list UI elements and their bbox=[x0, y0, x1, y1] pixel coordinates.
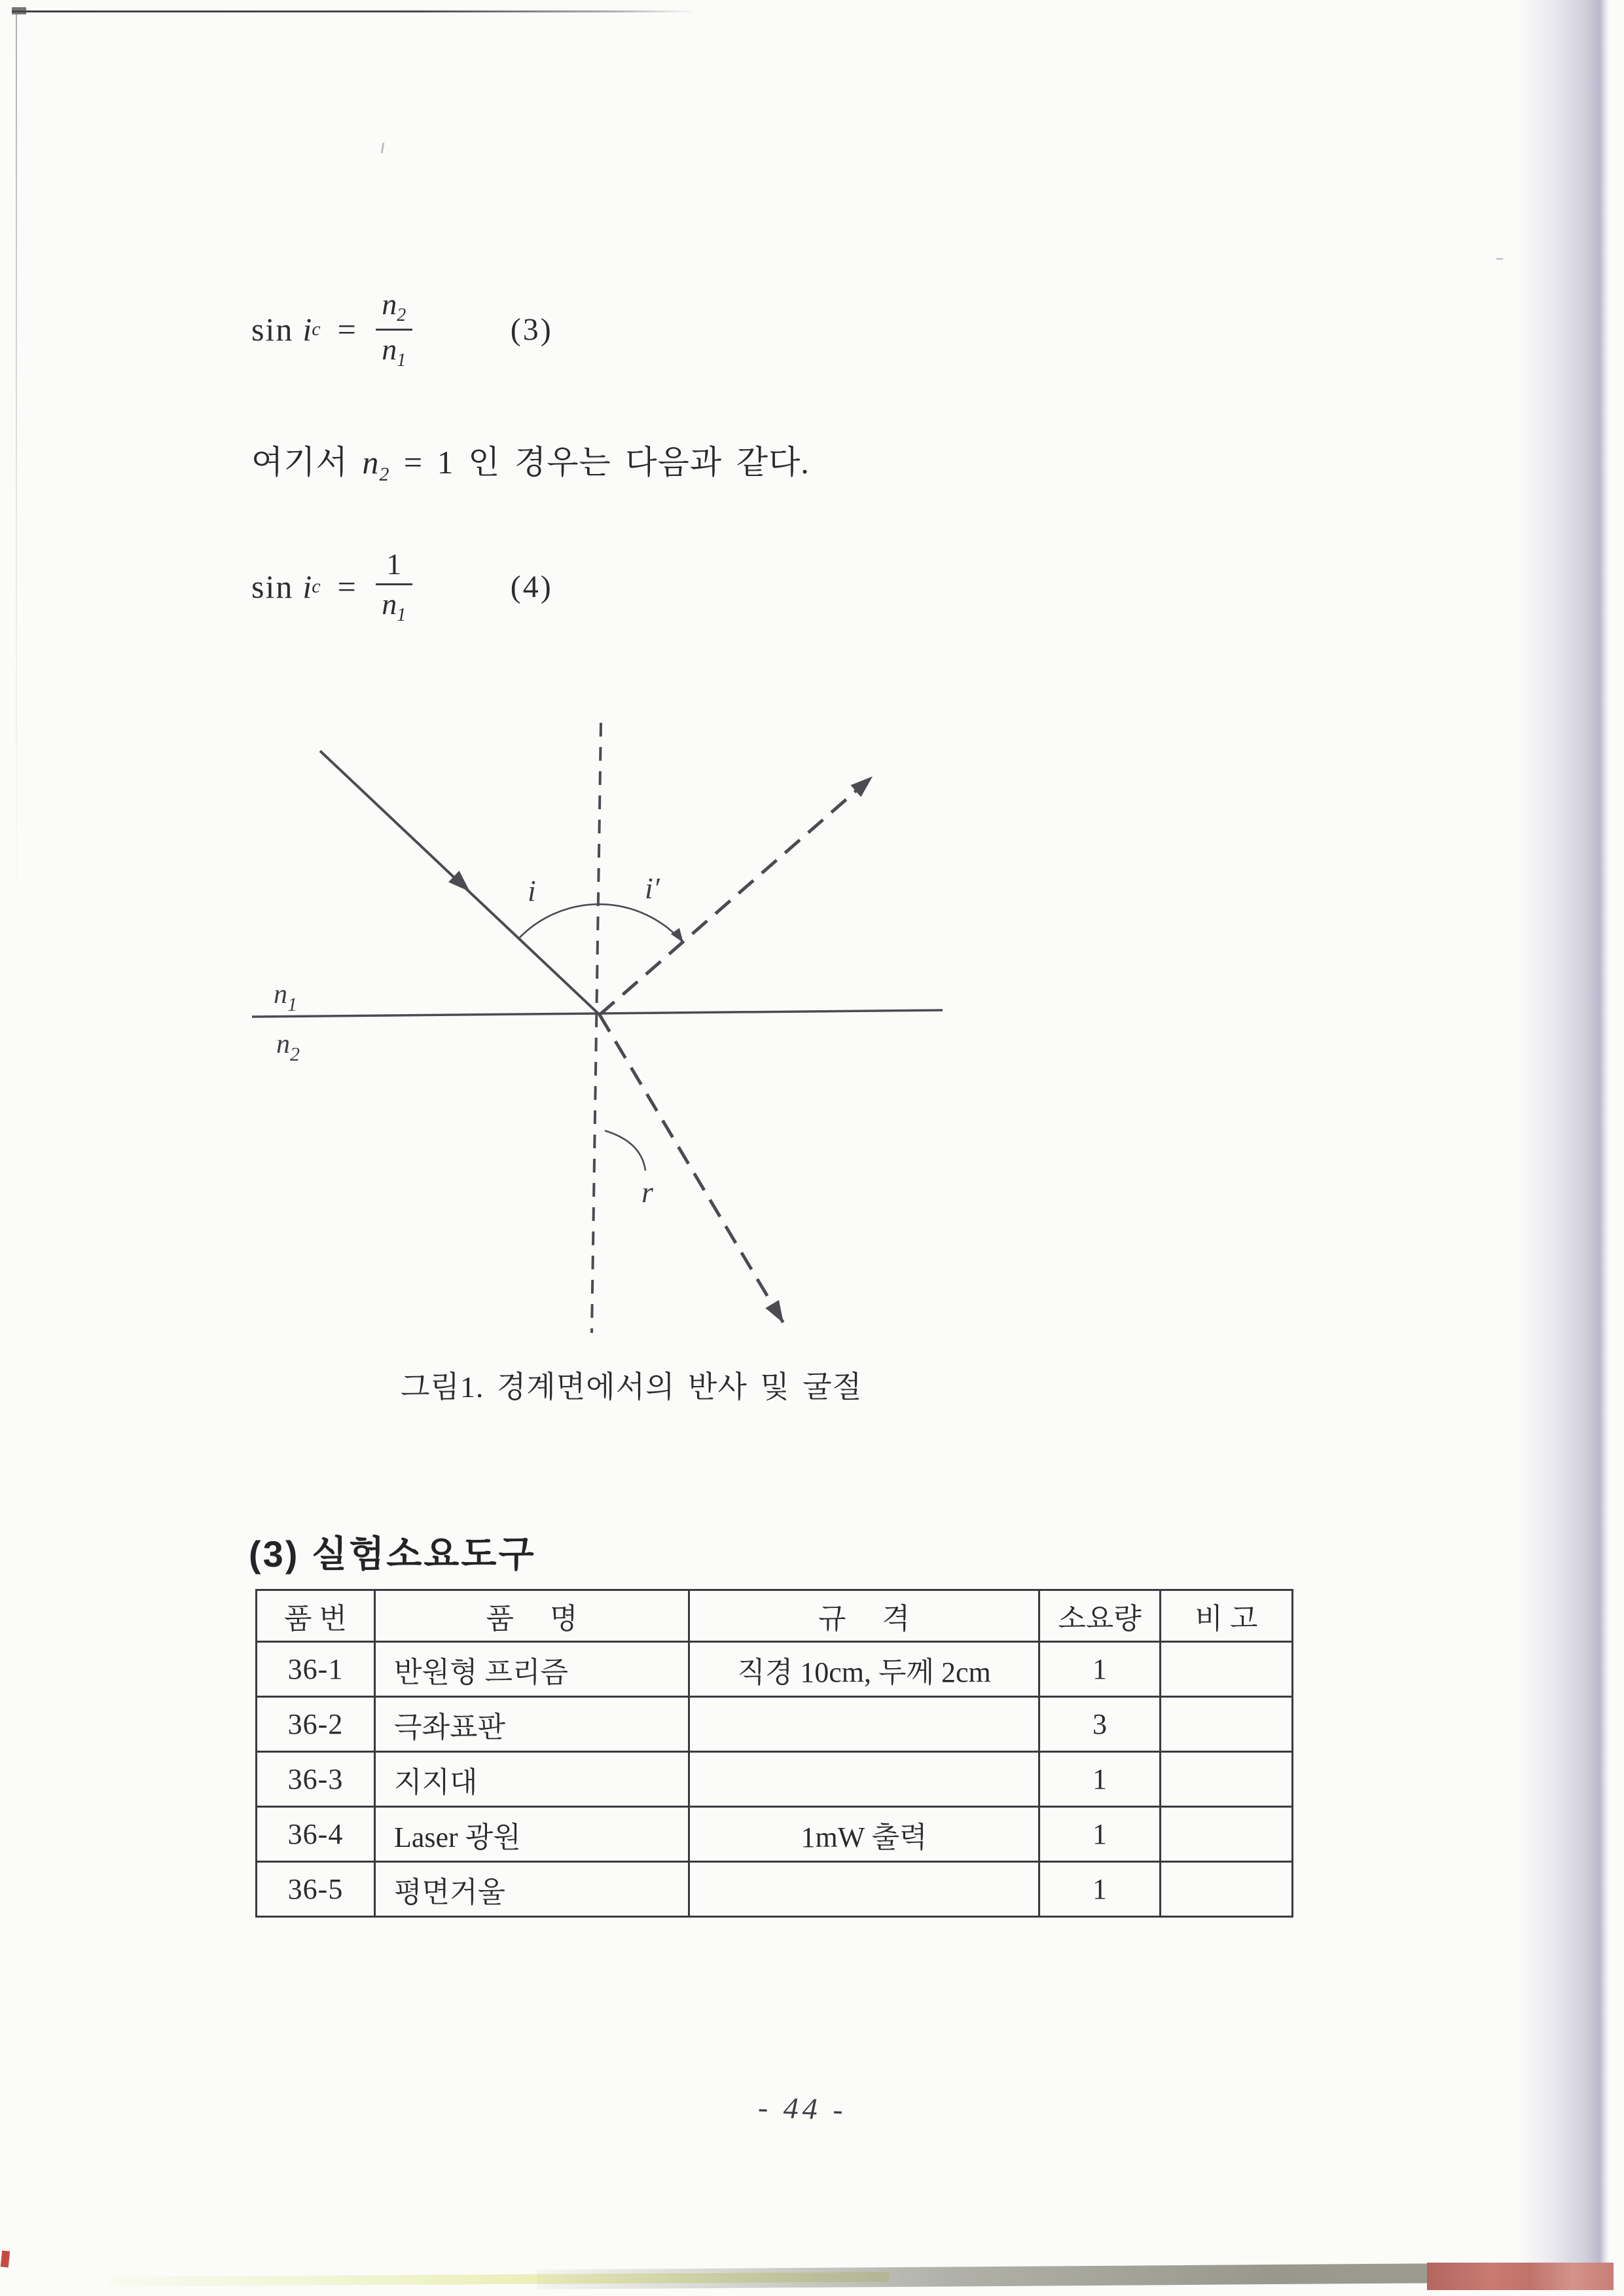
scan-corner-mark bbox=[12, 7, 26, 14]
item-spec: 1mW 출력 bbox=[689, 1807, 1039, 1862]
table-row bbox=[257, 1862, 1293, 1917]
item-no: 36-4 bbox=[257, 1807, 375, 1862]
normal-line bbox=[592, 723, 601, 1333]
item-note bbox=[1161, 1642, 1293, 1697]
col-header-qty: 소요량 bbox=[1039, 1590, 1161, 1642]
sin-function-label: sin bbox=[251, 311, 294, 348]
reflected-ray-arrowhead bbox=[850, 771, 877, 797]
table-row bbox=[257, 1807, 1293, 1862]
item-note bbox=[1161, 1697, 1293, 1752]
numerator-n2: n bbox=[382, 287, 397, 321]
reflection-angle-label: i′ bbox=[645, 871, 660, 905]
sentence-prefix: 여기서 bbox=[251, 444, 348, 481]
equals-sign: = bbox=[337, 311, 356, 348]
scan-top-edge-line bbox=[12, 10, 696, 12]
col-header-spec: 규 격 bbox=[689, 1590, 1039, 1642]
page-curl-shadow bbox=[1516, 0, 1609, 2267]
denominator-sub: 1 bbox=[397, 605, 406, 626]
figure-caption: 그림1. 경계면에서의 반사 및 굴절 bbox=[401, 1370, 863, 1404]
refraction-angle-arc bbox=[605, 1131, 645, 1171]
table-row bbox=[257, 1642, 1293, 1697]
critical-angle-variable: i bbox=[302, 568, 312, 606]
item-name: 극좌표판 bbox=[375, 1697, 689, 1752]
section-heading: (3) 실험소요도구 bbox=[249, 1533, 536, 1575]
equation-number: (3) bbox=[510, 312, 553, 347]
medium1-sub: 1 bbox=[287, 994, 297, 1015]
refracted-ray bbox=[600, 1015, 784, 1323]
col-header-item-no: 품 번 bbox=[257, 1590, 375, 1642]
book-edge-strip-red bbox=[1427, 2263, 1614, 2290]
item-spec: 직경 10cm, 두께 2cm bbox=[689, 1642, 1039, 1697]
equation-number: (4) bbox=[510, 569, 553, 604]
medium1-base: n bbox=[274, 979, 287, 1010]
item-note bbox=[1161, 1807, 1293, 1862]
fraction-bar bbox=[376, 583, 412, 585]
col-header-note: 비 고 bbox=[1161, 1590, 1293, 1642]
sin-function-label: sin bbox=[251, 568, 294, 606]
item-name: 반원형 프리즘 bbox=[375, 1642, 689, 1697]
item-qty: 1 bbox=[1039, 1862, 1161, 1917]
critical-angle-subscript: c bbox=[312, 575, 321, 598]
denominator-sub: 1 bbox=[397, 350, 406, 371]
refraction-angle-label: r bbox=[641, 1175, 653, 1209]
reflection-refraction-diagram bbox=[216, 642, 1001, 1427]
item-name: 평면거울 bbox=[375, 1862, 689, 1917]
book-edge-strip-gray bbox=[537, 2263, 1453, 2289]
refracted-ray-arrowhead bbox=[765, 1300, 790, 1327]
sentence-variable-sub: 2 bbox=[379, 464, 390, 485]
item-qty: 1 bbox=[1039, 1642, 1161, 1697]
page-number: - 44 - bbox=[757, 2090, 848, 2126]
critical-angle-variable: i bbox=[302, 311, 312, 348]
equipment-table bbox=[255, 1589, 1293, 1918]
equation-4 bbox=[251, 549, 553, 625]
item-no: 36-3 bbox=[257, 1752, 375, 1807]
table-row bbox=[257, 1697, 1293, 1752]
col-header-item-name: 품 명 bbox=[375, 1590, 689, 1642]
medium2-base: n bbox=[276, 1029, 290, 1059]
corner-red-mark bbox=[1, 2250, 10, 2267]
item-name: 지지대 bbox=[375, 1752, 689, 1807]
numerator-one: 1 bbox=[386, 547, 402, 581]
reflected-ray bbox=[600, 776, 873, 1015]
table-row bbox=[257, 1752, 1293, 1807]
item-no: 36-5 bbox=[257, 1862, 375, 1917]
item-spec bbox=[689, 1862, 1039, 1917]
equation-3 bbox=[251, 289, 553, 370]
body-sentence bbox=[251, 436, 810, 486]
item-no: 36-1 bbox=[257, 1642, 375, 1697]
item-spec bbox=[689, 1752, 1039, 1807]
fraction bbox=[376, 289, 412, 370]
medium2-sub: 2 bbox=[290, 1044, 300, 1065]
item-qty: 3 bbox=[1039, 1697, 1161, 1752]
equals-sign: = bbox=[337, 568, 356, 606]
critical-angle-subscript: c bbox=[312, 318, 321, 340]
item-qty: 1 bbox=[1039, 1807, 1161, 1862]
item-spec bbox=[689, 1697, 1039, 1752]
numerator-sub: 2 bbox=[397, 305, 406, 326]
scan-left-edge-line bbox=[16, 12, 17, 941]
item-note bbox=[1161, 1862, 1293, 1917]
denominator-n1: n bbox=[382, 332, 397, 366]
item-name: Laser 광원 bbox=[375, 1807, 689, 1862]
item-note bbox=[1161, 1752, 1293, 1807]
incidence-angle-label: i bbox=[528, 874, 536, 907]
medium2-label bbox=[276, 1029, 300, 1065]
sentence-variable: n bbox=[362, 444, 380, 481]
item-no: 36-2 bbox=[257, 1697, 375, 1752]
fraction-bar bbox=[376, 329, 412, 331]
scan-speck bbox=[1496, 258, 1503, 260]
table-header-row bbox=[257, 1590, 1293, 1642]
sentence-suffix: = 1 인 경우는 다음과 같다. bbox=[403, 444, 810, 481]
fraction bbox=[376, 549, 412, 625]
scan-speck bbox=[381, 143, 385, 153]
incidence-reflection-angle-arc bbox=[518, 904, 682, 941]
item-qty: 1 bbox=[1039, 1752, 1161, 1807]
medium1-label bbox=[274, 979, 297, 1015]
denominator-n1: n bbox=[382, 587, 397, 621]
